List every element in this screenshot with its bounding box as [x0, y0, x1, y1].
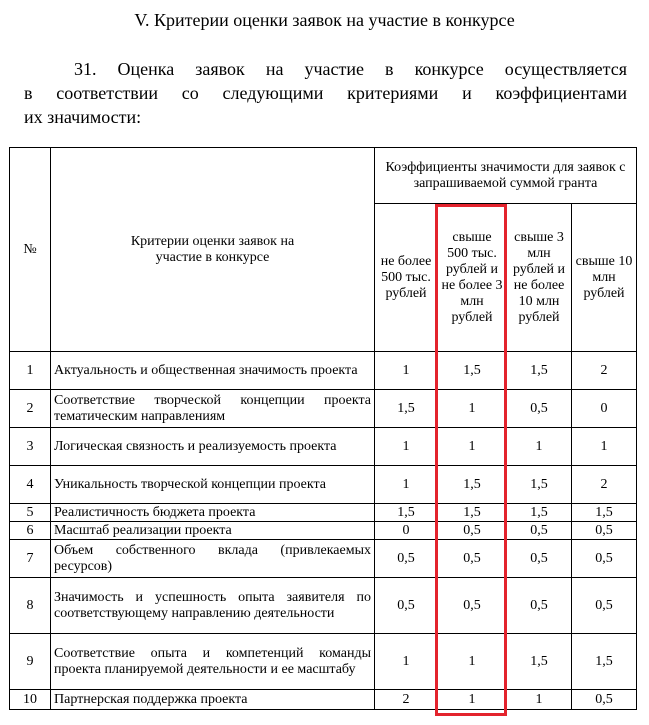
- header-col-1: не более 500 тыс. рублей: [375, 204, 438, 352]
- row-value: 1: [438, 390, 507, 428]
- row-criterion: Объем собственного вклада (привлекаемых ресурсов): [51, 540, 375, 578]
- row-value: 0,5: [507, 522, 572, 540]
- row-value: 0,5: [375, 540, 438, 578]
- row-criterion: Соответствие творческой концепции проекта тематическим направлениям: [51, 390, 375, 428]
- row-value: 1: [375, 352, 438, 390]
- paragraph-line: 31. Оценка заявок на участие в конкурсе осуществляется: [74, 59, 627, 79]
- row-value: 0: [572, 390, 637, 428]
- header-criteria: Критерии оценки заявок на участие в конкурсе: [51, 148, 375, 352]
- row-value: 1: [507, 428, 572, 466]
- table-row: [10, 522, 637, 540]
- row-value: 0,5: [572, 690, 637, 710]
- section-heading: V. Критерии оценки заявок на участие в конкурсе: [134, 10, 515, 30]
- row-number: 7: [10, 540, 51, 578]
- row-number: 4: [10, 466, 51, 504]
- row-number: 5: [10, 504, 51, 522]
- row-value: 0,5: [438, 522, 507, 540]
- row-number: 2: [10, 390, 51, 428]
- table-row: [10, 540, 637, 578]
- row-value: 1: [572, 428, 637, 466]
- row-criterion: Масштаб реализации проекта: [51, 522, 375, 540]
- header-col-3: свыше 3 млн рублей и не более 10 млн рублей: [507, 204, 572, 352]
- header-col-4: свыше 10 млн рублей: [572, 204, 637, 352]
- table-row: [10, 634, 637, 690]
- row-value: 1: [375, 466, 438, 504]
- intro-paragraph: [24, 57, 627, 129]
- table-row: [10, 352, 637, 390]
- row-value: 1,5: [438, 352, 507, 390]
- table-row: [10, 690, 637, 710]
- row-criterion: Значимость и успешность опыта заявителя по соответствующему направлению деятельности: [51, 578, 375, 634]
- row-value: 0,5: [507, 390, 572, 428]
- row-value: 1: [375, 634, 438, 690]
- row-value: 1,5: [507, 634, 572, 690]
- table-row: [10, 578, 637, 634]
- row-value: 1,5: [507, 504, 572, 522]
- row-value: 2: [572, 352, 637, 390]
- row-criterion: Партнерская поддержка проекта: [51, 690, 375, 710]
- row-value: 2: [572, 466, 637, 504]
- row-number: 8: [10, 578, 51, 634]
- row-value: 1,5: [572, 504, 637, 522]
- header-coefficients: Коэффициенты значимости для заявок с запрашиваемой суммой гранта: [375, 148, 637, 204]
- row-criterion: Соответствие опыта и компетенций команды проекта планируемой деятельности и ее масштабу: [51, 634, 375, 690]
- paragraph-line: в соответствии со следующими критериями и коэффициентами: [24, 83, 627, 103]
- row-value: 0,5: [507, 578, 572, 634]
- table-row: [10, 504, 637, 522]
- table-row: [10, 428, 637, 466]
- row-value: 1,5: [507, 352, 572, 390]
- row-value: 0,5: [375, 578, 438, 634]
- row-number: 10: [10, 690, 51, 710]
- row-number: 3: [10, 428, 51, 466]
- header-col-2: свыше 500 тыс. рублей и не более 3 млн рублей: [438, 204, 507, 352]
- row-number: 1: [10, 352, 51, 390]
- row-value: 0: [375, 522, 438, 540]
- row-value: 0,5: [572, 578, 637, 634]
- row-value: 1,5: [438, 504, 507, 522]
- table-row: [10, 466, 637, 504]
- row-value: 2: [375, 690, 438, 710]
- row-criterion: Актуальность и общественная значимость проекта: [51, 352, 375, 390]
- row-criterion: Реалистичность бюджета проекта: [51, 504, 375, 522]
- row-value: 0,5: [507, 540, 572, 578]
- row-value: 1: [438, 690, 507, 710]
- row-value: 0,5: [572, 522, 637, 540]
- row-value: 1: [438, 634, 507, 690]
- paragraph-line: их значимости:: [24, 107, 142, 127]
- criteria-table: [9, 147, 637, 710]
- row-value: 1,5: [507, 466, 572, 504]
- row-value: 1,5: [438, 466, 507, 504]
- row-value: 1: [438, 428, 507, 466]
- row-value: 0,5: [438, 578, 507, 634]
- row-value: 1,5: [572, 634, 637, 690]
- row-value: 0,5: [572, 540, 637, 578]
- row-number: 9: [10, 634, 51, 690]
- row-value: 1,5: [375, 390, 438, 428]
- table-row: [10, 390, 637, 428]
- row-value: 1: [375, 428, 438, 466]
- row-value: 0,5: [438, 540, 507, 578]
- row-number: 6: [10, 522, 51, 540]
- row-value: 1: [507, 690, 572, 710]
- header-number: №: [10, 148, 51, 352]
- row-value: 1,5: [375, 504, 438, 522]
- row-criterion: Логическая связность и реализуемость проекта: [51, 428, 375, 466]
- row-criterion: Уникальность творческой концепции проекта: [51, 466, 375, 504]
